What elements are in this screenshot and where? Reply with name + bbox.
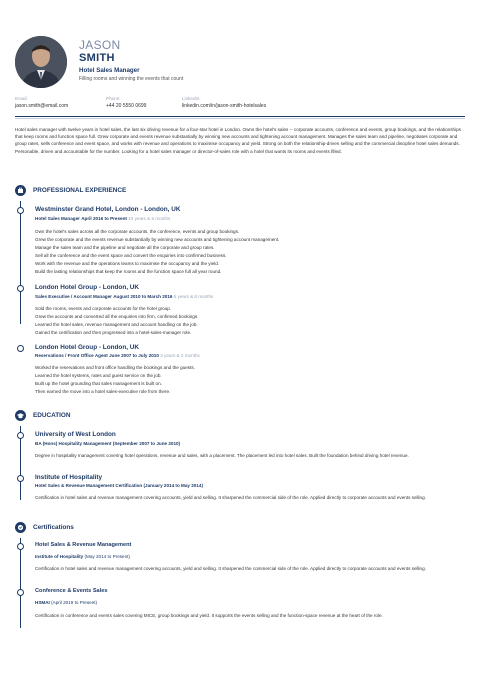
job-dates: August 2010 to March 2016 (113, 294, 173, 299)
job-role: Sales Executive / Account Manager (35, 294, 112, 299)
job-role: Hotel Sales Manager (35, 216, 80, 221)
badge-icon (15, 522, 26, 533)
list-item: Grew the accounts and converted all the enquiries into firm, confirmed bookings. (35, 313, 199, 319)
experience-timeline (20, 201, 21, 324)
timeline-dot (17, 207, 24, 214)
contact-linkedin (182, 96, 266, 109)
education-degree-line (35, 441, 180, 446)
job-title: Hotel Sales Manager (79, 67, 140, 74)
list-item: Gained the certification and then progressed into a hotel-sales-manager role. (35, 329, 192, 335)
education-institution: Institute of Hospitality (35, 474, 103, 481)
tagline: Filling rooms and winning the events that count (79, 76, 184, 82)
list-item: Sell all the conference and the event space and convert the enquiries into confirmed business. (35, 252, 227, 258)
job-bullets (35, 305, 455, 337)
job-company: London Hotel Group - London, UK (35, 344, 140, 351)
timeline-dot (17, 345, 24, 352)
list-item: Build the lasting relationships that keep the rooms and the function space full all year round. (35, 268, 222, 274)
summary: Hotel sales manager with twelve years in hotel sales, the last six driving revenue for a four-star hotel in London. Owns the hotel's sales -- corporate accounts, conference and events, group bookings, and the relationships that keep rooms and function space full. Grew corporate and events revenue substantially by winning new accounts and tightening account management. Manages the sales team and pipeline, negotiates corporate and group rates, sells conference and event space, and works with revenue and operations to maximise occupancy and yield. Strong on both the relationship-driven selling and the commercial discipline hotel sales demands. Personable, driven and accountable for the number. Looking for a hotel sales manager or director-of-sales role with a hotel that wants its rooms and events filled. (15, 127, 461, 154)
job-dates: June 2007 to July 2010 (109, 353, 159, 358)
job-role-line (35, 353, 200, 358)
profile-photo (15, 36, 67, 88)
certification-dates: (April 2019 to Present) (51, 600, 98, 605)
header-divider (15, 116, 465, 117)
email-label: Email: (15, 96, 28, 101)
phone-label: Phone: (106, 96, 121, 101)
phone-value[interactable]: +44 20 5550 0699 (106, 103, 147, 109)
last-name: SMITH (79, 52, 115, 64)
education-heading: EDUCATION (33, 412, 71, 419)
job-role-line (35, 216, 170, 221)
education-degree-line (35, 483, 203, 488)
job-role: Reservations / Front Office Agent (35, 353, 108, 358)
timeline-dot (17, 543, 24, 550)
certification-issuer: Institute of Hospitality (35, 554, 84, 559)
certification-description: Certification in conference and events sales covering MICE, group bookings and yield. It supports the events selling and the function-space revenue at the heart of the role. (35, 613, 383, 618)
job-dates: April 2016 to Present (81, 216, 127, 221)
list-item: Manage the sales team and the pipeline and negotiate all the corporate and group rates. (35, 244, 215, 250)
linkedin-label: LinkedIn: (182, 96, 201, 101)
job-role-line (35, 294, 213, 299)
education-institution: University of West London (35, 431, 116, 438)
education-description: Certification in hotel sales and revenue management covering accounts, yield and selling. It sharpened the commercial side of the role. Applied directly to corporate accounts and events selling. (35, 495, 426, 500)
certifications-heading: Certifications (33, 524, 74, 531)
list-item: Learned the hotel systems, rates and guest service on the job. (35, 372, 162, 378)
job-company: London Hotel Group - London, UK (35, 284, 140, 291)
education-dates: (September 2007 to June 2010) (112, 441, 181, 446)
certification-description: Certification in hotel sales and revenue management covering accounts, yield and selling. It sharpened the commercial side of the role. Applied directly to corporate accounts and events selling. (35, 566, 426, 571)
avatar (15, 36, 67, 88)
job-bullets (35, 228, 455, 275)
certification-issuer: HSMAI (35, 600, 50, 605)
email-value[interactable]: jason.smith@email.com (15, 103, 69, 109)
list-item: Learned the hotel sales, revenue management and account handling on the job. (35, 321, 198, 327)
contact-email (15, 96, 68, 109)
timeline-dot (17, 285, 24, 292)
header-divider-light (15, 118, 465, 119)
list-item: Worked the reservations and front office handling the bookings and the guests. (35, 365, 195, 370)
linkedin-value[interactable]: linkedin.com/in/jason-smith-hotelsales (182, 103, 267, 109)
list-item: Own the hotel's sales across all the corporate accounts, the conference, events and group bookings. (35, 229, 240, 234)
education-description: Degree in hospitality management covering hotel operations, revenue and sales, with a placement. The placement led into hotel sales. Built the foundation behind driving hotel revenue. (35, 453, 409, 458)
list-item: Then earned the move into a hotel sales-executive role from there. (35, 388, 171, 394)
education-dates: (January 2014 to May 2014) (143, 483, 203, 488)
contact-phone (106, 96, 146, 109)
certification-issuer-line (35, 554, 130, 559)
graduation-cap-icon (15, 410, 26, 421)
job-company: Westminster Grand Hotel, London - London, UK (35, 206, 181, 213)
timeline-dot (17, 432, 24, 439)
certifications-timeline (20, 538, 21, 628)
certification-name: Conference & Events Sales (35, 588, 108, 594)
list-item: Built up the hotel grounding that sales management is built on. (35, 380, 162, 386)
certification-name: Hotel Sales & Revenue Management (35, 542, 132, 548)
briefcase-icon (15, 185, 26, 196)
list-item: Grew the corporate and the events revenue substantially by winning new accounts and tightening account management. (35, 236, 280, 242)
job-duration: 10 years & 5 months (128, 216, 171, 221)
job-duration: 5 years & 8 months (173, 294, 214, 299)
timeline-dot (17, 475, 24, 482)
education-degree: Hotel Sales & Revenue Management Certification (35, 483, 143, 488)
timeline-dot (17, 589, 24, 596)
job-duration: 3 years & 2 months (160, 353, 200, 358)
list-item: Sold the rooms, events and corporate accounts for the hotel group. (35, 306, 172, 311)
certification-dates: (May 2014 to Present) (84, 554, 130, 559)
first-name: JASON (79, 38, 121, 52)
list-item: Work with the revenue and the operations teams to maximise the occupancy and the yield. (35, 260, 220, 266)
education-degree: BA (Hons) Hospitality Management (35, 441, 112, 446)
job-bullets (35, 364, 455, 396)
experience-heading: PROFESSIONAL EXPERIENCE (33, 187, 127, 194)
certification-issuer-line (35, 600, 97, 605)
